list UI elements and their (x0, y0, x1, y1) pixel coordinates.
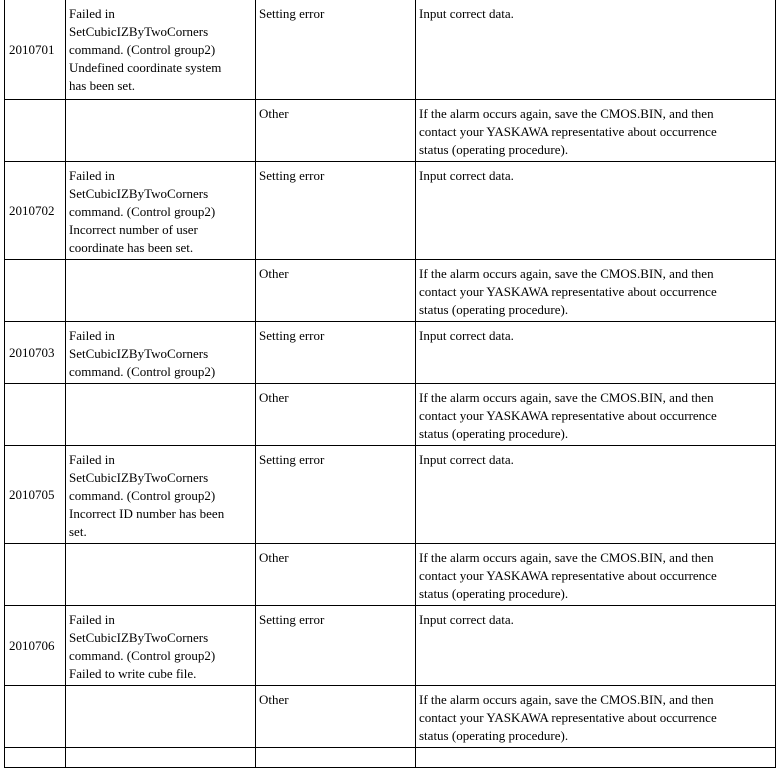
empty-cell (5, 686, 66, 748)
alarm-description: Failed in SetCubicIZByTwoCorners command. (Control group2) (66, 322, 256, 384)
empty-cell (5, 748, 66, 768)
empty-cell (5, 100, 66, 162)
empty-cell (66, 100, 256, 162)
empty-cell (66, 384, 256, 446)
empty-cell (256, 748, 416, 768)
table-row (5, 162, 776, 260)
cause-other: Other (256, 260, 416, 322)
table-row (5, 260, 776, 322)
cause-setting-error: Setting error (256, 0, 416, 100)
alarm-description: Failed in SetCubicIZByTwoCorners command. (Control group2) Failed to write cube file. (66, 606, 256, 686)
alarm-description: Failed in SetCubicIZByTwoCorners command. (Control group2) Incorrect ID number has been set. (66, 446, 256, 544)
cause-setting-error: Setting error (256, 446, 416, 544)
remedy-setting-error: Input correct data. (416, 606, 776, 686)
empty-cell (66, 260, 256, 322)
alarm-code: 2010703 (5, 322, 66, 384)
remedy-setting-error: Input correct data. (416, 322, 776, 384)
remedy-other: If the alarm occurs again, save the CMOS.BIN, and then contact your YASKAWA representative about occurrence status (operating procedure). (416, 100, 776, 162)
cause-setting-error: Setting error (256, 322, 416, 384)
cause-other: Other (256, 100, 416, 162)
table-row (5, 384, 776, 446)
table-row (5, 322, 776, 384)
empty-cell (66, 686, 256, 748)
table-row (5, 606, 776, 686)
cause-other: Other (256, 686, 416, 748)
remedy-other: If the alarm occurs again, save the CMOS.BIN, and then contact your YASKAWA representative about occurrence status (operating procedure). (416, 260, 776, 322)
empty-cell (5, 544, 66, 606)
remedy-setting-error: Input correct data. (416, 0, 776, 100)
remedy-setting-error: Input correct data. (416, 162, 776, 260)
remedy-other: If the alarm occurs again, save the CMOS.BIN, and then contact your YASKAWA representative about occurrence status (operating procedure). (416, 544, 776, 606)
table-row-continuation (5, 748, 776, 768)
remedy-other: If the alarm occurs again, save the CMOS.BIN, and then contact your YASKAWA representative about occurrence status (operating procedure). (416, 686, 776, 748)
remedy-other: If the alarm occurs again, save the CMOS.BIN, and then contact your YASKAWA representative about occurrence status (operating procedure). (416, 384, 776, 446)
alarm-code: 2010701 (5, 0, 66, 100)
alarm-table (4, 0, 776, 768)
alarm-code: 2010705 (5, 446, 66, 544)
cause-setting-error: Setting error (256, 606, 416, 686)
alarm-description: Failed in SetCubicIZByTwoCorners command. (Control group2) Incorrect number of user coordinate has been set. (66, 162, 256, 260)
empty-cell (5, 260, 66, 322)
cause-other: Other (256, 384, 416, 446)
remedy-setting-error: Input correct data. (416, 446, 776, 544)
table-row (5, 0, 776, 100)
table-row (5, 100, 776, 162)
cause-other: Other (256, 544, 416, 606)
table-row (5, 446, 776, 544)
table-row (5, 686, 776, 748)
empty-cell (66, 748, 256, 768)
alarm-description: Failed in SetCubicIZByTwoCorners command. (Control group2) Undefined coordinate system has been set. (66, 0, 256, 100)
table-row (5, 544, 776, 606)
empty-cell (66, 544, 256, 606)
alarm-code: 2010702 (5, 162, 66, 260)
alarm-code: 2010706 (5, 606, 66, 686)
cause-setting-error: Setting error (256, 162, 416, 260)
empty-cell (416, 748, 776, 768)
empty-cell (5, 384, 66, 446)
